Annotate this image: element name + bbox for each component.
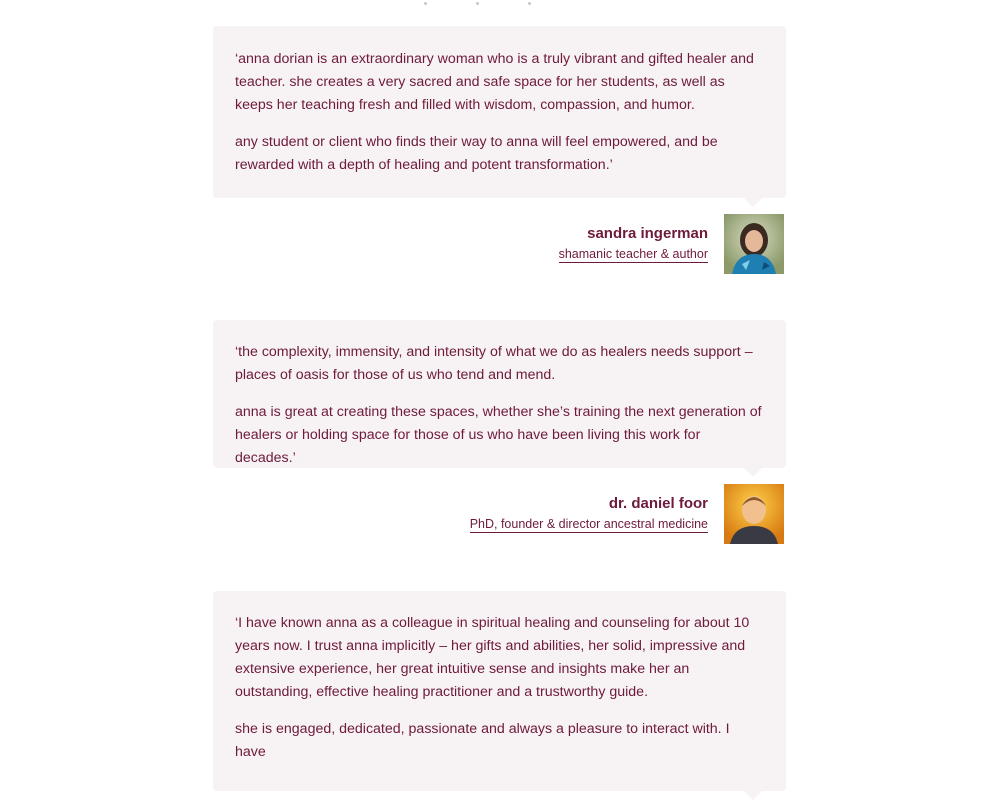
quote-paragraph: ‘the complexity, immensity, and intensity of what we do as healers needs support – places of oasis for those of us who tend and mend. [235,344,753,383]
quote-box [213,26,786,198]
quote-paragraph: anna is great at creating these spaces, whether she’s training the next generation of healers or holding space for those of us who have been living this work for decades.’ [235,404,762,466]
testimonial-card [213,26,786,276]
quote-box [213,591,786,791]
testimonial-card [213,320,786,546]
author-role-link[interactable]: shamanic teacher & author [558,247,708,261]
author-block [213,468,786,546]
testimonial-card [213,591,786,791]
carousel-dots [420,0,550,8]
author-name: dr. daniel foor [608,495,708,512]
portrait-photo-icon [724,484,784,544]
avatar [724,214,784,274]
quote-paragraph: she is engaged, dedicated, passionate and always a pleasure to interact with. I have [235,721,730,760]
author-block [213,198,786,276]
quote-box [213,320,786,468]
author-name: sandra ingerman [587,225,708,242]
avatar [724,484,784,544]
quote-paragraph: any student or client who finds their way to anna will feel empowered, and be rewarded with a depth of healing and potent transformation.’ [235,134,718,173]
quote-paragraph: ‘anna dorian is an extraordinary woman who is a truly vibrant and gifted healer and teacher. she creates a very sacred and safe space for her students, as well as keeps her teaching fresh and filled with wisdom, compassion, and humor. [235,51,754,113]
quote-paragraph: ‘I have known anna as a colleague in spiritual healing and counseling for about 10 years now. I trust anna implicitly – her gifts and abilities, her solid, impressive and extensive experience, her great intuitive sense and insights make her an outstanding, effective healing practitioner and a trustworthy guide. [235,615,750,700]
portrait-photo-icon [724,214,784,274]
author-role-link[interactable]: PhD, founder & director ancestral medicine [469,517,708,531]
